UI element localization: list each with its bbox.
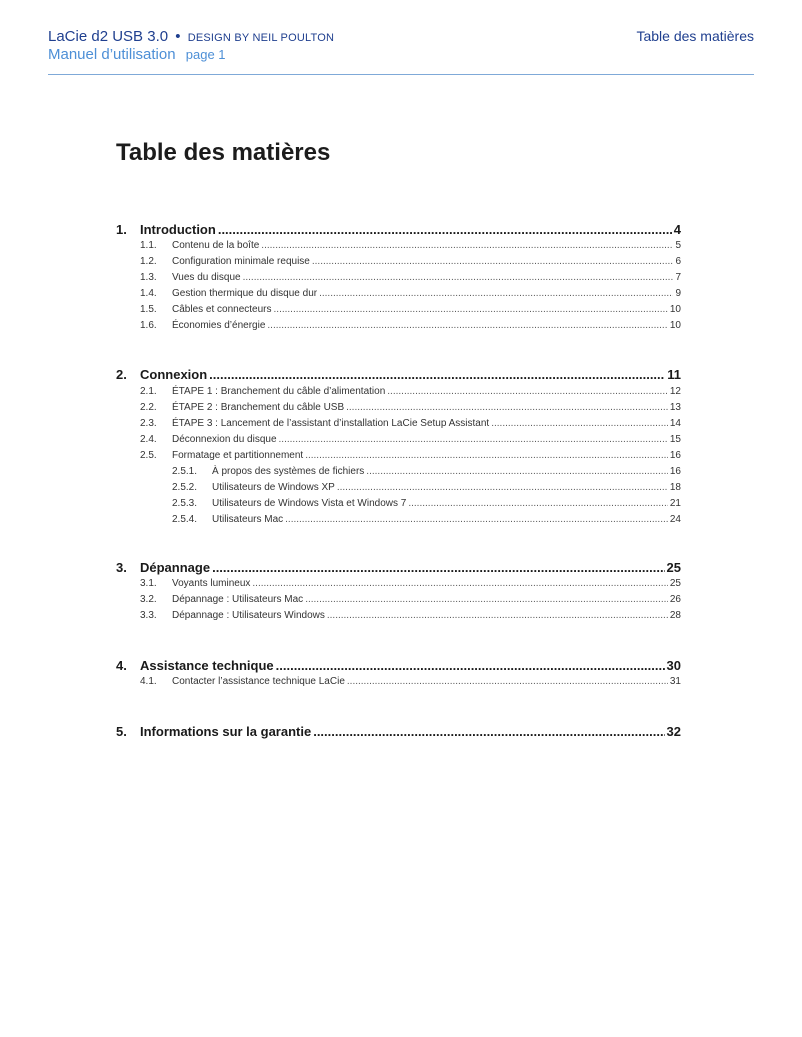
toc-leader (243, 272, 674, 283)
toc-entry[interactable] (116, 320, 681, 331)
toc-text: Introduction (140, 222, 216, 237)
toc-leader (285, 514, 668, 525)
toc-text: Formatage et partitionnement (172, 450, 304, 461)
toc-leader (279, 434, 668, 445)
toc-text: Dépannage : Utilisateurs Windows (172, 610, 325, 621)
toc-text: Voyants lumineux (172, 578, 251, 589)
toc-text: Assistance technique (140, 658, 274, 673)
toc-entry[interactable] (116, 386, 681, 397)
toc-number: 3.1. (140, 578, 157, 589)
toc-entry[interactable] (116, 578, 681, 589)
toc-subentry[interactable] (116, 514, 681, 525)
toc-leader (313, 724, 664, 739)
toc-text: ÉTAPE 2 : Branchement du câble USB (172, 402, 345, 413)
toc-text: À propos des systèmes de fichiers (212, 466, 365, 477)
toc-entry[interactable] (116, 434, 681, 445)
toc-text: Contenu de la boîte (172, 240, 260, 251)
page-number: page 1 (185, 47, 226, 62)
toc-section-connexion[interactable] (116, 367, 681, 382)
toc-page: 10 (669, 320, 681, 331)
toc-entry[interactable] (116, 610, 681, 621)
toc-subentry[interactable] (116, 498, 681, 509)
toc-text: Configuration minimale requise (172, 256, 310, 267)
toc-leader (319, 288, 673, 299)
toc-text: Informations sur la garantie (140, 724, 312, 739)
toc-text: Gestion thermique du disque dur (172, 288, 318, 299)
toc-leader (209, 367, 665, 382)
toc-number: 4. (116, 658, 127, 673)
toc-number: 1.4. (140, 288, 157, 299)
toc-text: Déconnexion du disque (172, 434, 277, 445)
toc-text: Dépannage : Utilisateurs Mac (172, 594, 304, 605)
toc-number: 3.3. (140, 610, 157, 621)
toc-entry[interactable] (116, 288, 681, 299)
toc-text: Connexion (140, 367, 208, 382)
toc-text: Utilisateurs Mac (212, 514, 284, 525)
toc-page: 18 (669, 482, 681, 493)
toc-page: 10 (669, 304, 681, 315)
toc-text: Économies d’énergie (172, 320, 266, 331)
toc-entry[interactable] (116, 594, 681, 605)
toc-entry[interactable] (116, 676, 681, 687)
toc-page: 16 (669, 450, 681, 461)
toc-leader (267, 320, 667, 331)
toc-page: 13 (669, 402, 681, 413)
toc-text: Câbles et connecteurs (172, 304, 272, 315)
toc-number: 2.3. (140, 418, 157, 429)
toc-page: 26 (669, 594, 681, 605)
toc-entry[interactable] (116, 402, 681, 413)
toc-number: 1.3. (140, 272, 157, 283)
toc-text: Vues du disque (172, 272, 241, 283)
manual-label: Manuel d’utilisation (48, 46, 176, 63)
toc-number: 3.2. (140, 594, 157, 605)
toc-section-introduction[interactable] (116, 222, 681, 237)
toc-leader (305, 594, 668, 605)
toc-page: 6 (675, 256, 681, 267)
toc-subentry[interactable] (116, 466, 681, 477)
toc-number: 4.1. (140, 676, 157, 687)
toc-number: 2. (116, 367, 127, 382)
header-section-name: Table des matières (636, 28, 754, 44)
product-name: LaCie d2 USB 3.0 (48, 28, 169, 45)
toc-section-garantie[interactable] (116, 724, 681, 739)
toc-number: 2.5.2. (172, 482, 198, 493)
toc-entry[interactable] (116, 272, 681, 283)
toc-page: 7 (675, 272, 681, 283)
header-bullet: • (175, 28, 181, 45)
toc-entry[interactable] (116, 256, 681, 267)
toc-number: 1.5. (140, 304, 157, 315)
toc-leader (327, 610, 668, 621)
toc-number: 2.5.3. (172, 498, 198, 509)
toc-number: 2.5.4. (172, 514, 198, 525)
toc-leader (408, 498, 668, 509)
toc-number: 1.1. (140, 240, 157, 251)
toc-number: 2.2. (140, 402, 157, 413)
toc-page: 31 (669, 676, 681, 687)
toc-leader (218, 222, 672, 237)
toc-leader (347, 676, 668, 687)
toc-leader (212, 560, 664, 575)
toc-page: 25 (666, 560, 681, 575)
toc-page: 30 (666, 658, 681, 673)
toc-leader (366, 466, 668, 477)
toc-page: 25 (669, 578, 681, 589)
toc-entry[interactable] (116, 304, 681, 315)
toc-number: 1. (116, 222, 127, 237)
toc-leader (337, 482, 668, 493)
toc-section-assistance[interactable] (116, 658, 681, 673)
toc-page: 24 (669, 514, 681, 525)
toc-leader (274, 304, 668, 315)
toc-number: 5. (116, 724, 127, 739)
toc-leader (261, 240, 673, 251)
toc-subentry[interactable] (116, 482, 681, 493)
toc-text: ÉTAPE 1 : Branchement du câble d’alimentation (172, 386, 386, 397)
toc-number: 2.5. (140, 450, 157, 461)
toc-number: 1.6. (140, 320, 157, 331)
page-title: Table des matières (116, 139, 331, 166)
toc-leader (305, 450, 668, 461)
toc-text: ÉTAPE 3 : Lancement de l’assistant d’installation LaCie Setup Assistant (172, 418, 490, 429)
toc-number: 1.2. (140, 256, 157, 267)
toc-number: 2.4. (140, 434, 157, 445)
toc-page: 32 (666, 724, 681, 739)
toc-page: 5 (675, 240, 681, 251)
toc-entry[interactable] (116, 240, 681, 251)
manual-title (48, 46, 226, 63)
toc-leader (387, 386, 668, 397)
toc-entry[interactable] (116, 418, 681, 429)
toc-page: 12 (669, 386, 681, 397)
toc-text: Contacter l’assistance technique LaCie (172, 676, 345, 687)
toc-page: 11 (667, 367, 681, 382)
toc-leader (491, 418, 668, 429)
toc-page: 16 (669, 466, 681, 477)
toc-section-depannage[interactable] (116, 560, 681, 575)
toc-leader (312, 256, 674, 267)
header-brand (48, 28, 334, 45)
toc-page: 15 (669, 434, 681, 445)
toc-text: Utilisateurs de Windows Vista et Windows 7 (212, 498, 407, 509)
toc-number: 3. (116, 560, 127, 575)
page-header (48, 28, 754, 75)
toc-number: 2.5.1. (172, 466, 198, 477)
toc-page: 9 (675, 288, 681, 299)
toc-page: 4 (673, 222, 681, 237)
toc-leader (346, 402, 668, 413)
toc-number: 2.1. (140, 386, 157, 397)
toc-page: 21 (669, 498, 681, 509)
toc-page: 14 (669, 418, 681, 429)
toc-leader (276, 658, 665, 673)
designer-credit: DESIGN BY NEIL POULTON (187, 32, 335, 44)
toc-text: Dépannage (140, 560, 211, 575)
toc-text: Utilisateurs de Windows XP (212, 482, 335, 493)
toc-leader (252, 578, 667, 589)
toc-page: 28 (669, 610, 681, 621)
toc-entry[interactable] (116, 450, 681, 461)
